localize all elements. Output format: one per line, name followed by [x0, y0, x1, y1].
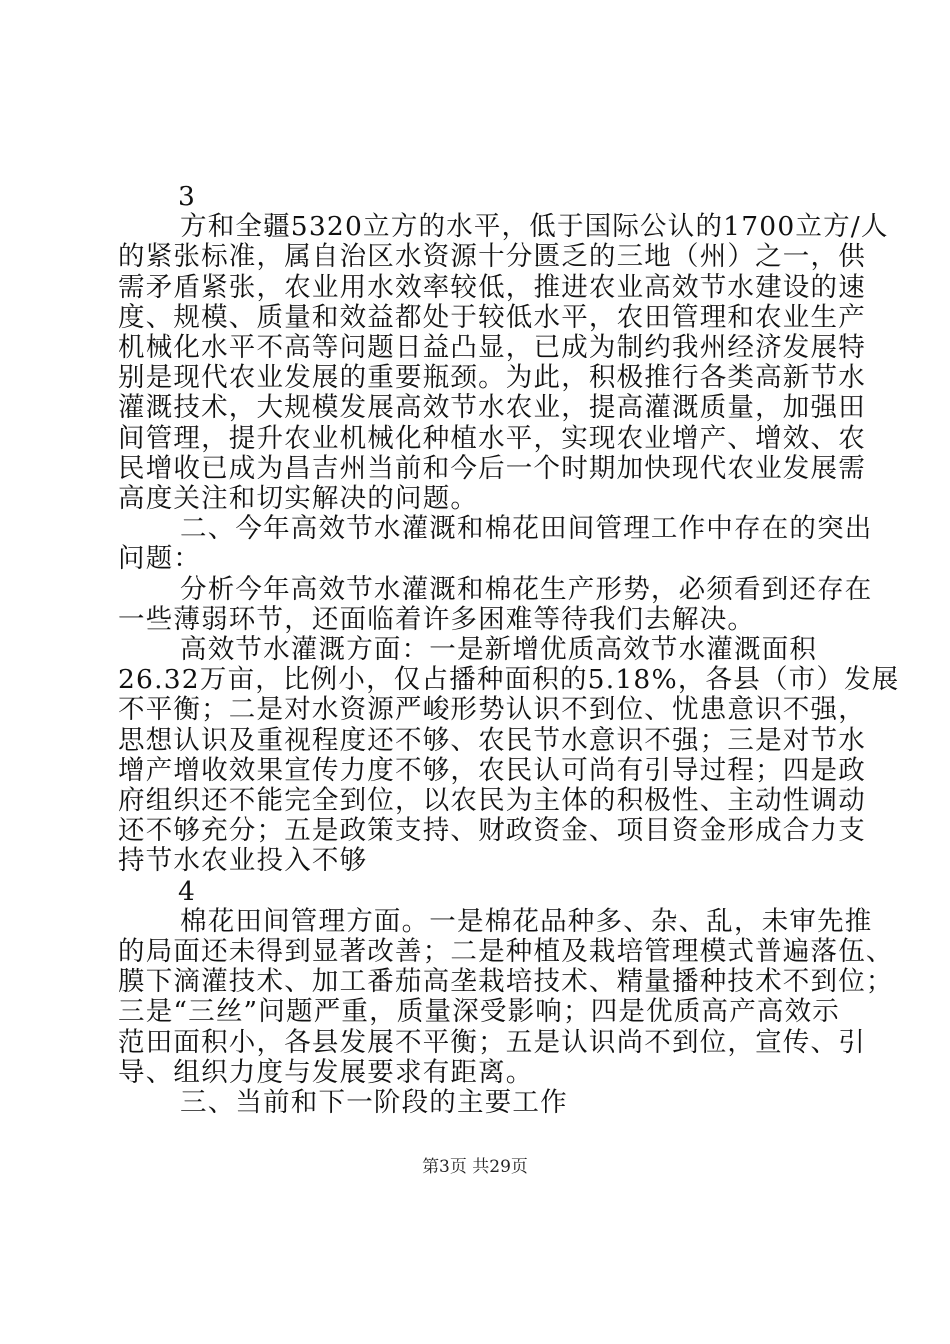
- text-line: 分析今年高效节水灌溉和棉花生产形势，必须看到还存在: [180, 573, 873, 605]
- text-line: 膜下滴灌技术、加工番茄高垄栽培技术、精量播种技术不到位；: [118, 966, 894, 998]
- page-footer: 第3页 共29页: [422, 1157, 528, 1177]
- text-line: 范田面积小，各县发展不平衡；五是认识尚不到位，宣传、引: [118, 1026, 866, 1058]
- text-line: 增产增收效果宣传力度不够，农民认可尚有引导过程；四是政: [118, 754, 866, 786]
- section-heading-cont: 问题：: [118, 543, 202, 575]
- text-line: 导、组织力度与发展要求有距离。: [118, 1056, 534, 1088]
- text-line: 别是现代农业发展的重要瓶颈。为此，积极推行各类高新节水: [118, 362, 866, 394]
- page-marker: 4: [178, 875, 197, 907]
- section-heading: 三、当前和下一阶段的主要工作: [180, 1087, 568, 1118]
- text-line: 高度关注和切实解决的问题。: [118, 483, 479, 514]
- text-line: 还不够充分；五是政策支持、财政资金、项目资金形成合力支: [118, 815, 866, 847]
- text-line: 需矛盾紧张，农业用水效率较低，推进农业高效节水建设的速: [118, 271, 866, 303]
- text-line: 的局面还未得到显著改善；二是种植及栽培管理模式普遍落伍、: [118, 936, 894, 967]
- text-line: 不平衡；二是对水资源严峻形势认识不到位、忧患意识不强，: [118, 694, 866, 726]
- text-line: 的紧张标准，属自治区水资源十分匮乏的三地（州）之一，供: [118, 241, 866, 273]
- text-line: 一些薄弱环节，还面临着许多困难等待我们去解决。: [118, 603, 756, 635]
- text-line: 方和全疆5320立方的水平，低于国际公认的1700立方/人: [180, 211, 889, 243]
- text-line: 度、规模、质量和效益都处于较低水平，农田管理和农业生产: [118, 301, 866, 333]
- text-line: 民增收已成为昌吉州当前和今后一个时期加快现代农业发展需: [118, 452, 866, 484]
- text-line: 府组织还不能完全到位，以农民为主体的积极性、主动性调动: [118, 785, 866, 816]
- text-line: 26.32万亩，比例小，仅占播种面积的5.18%，各县（市）发展: [118, 664, 900, 696]
- text-line: 棉花田间管理方面。一是棉花品种多、杂、乱，未审先推: [180, 905, 873, 937]
- text-line: 三是“三丝”问题严重，质量深受影响；四是优质高产高效示: [118, 996, 840, 1028]
- text-line: 高效节水灌溉方面：一是新增优质高效节水灌溉面积: [180, 634, 818, 665]
- text-line: 灌溉技术，大规模发展高效节水农业，提高灌溉质量，加强田: [118, 392, 866, 424]
- text-line: 持节水农业投入不够: [118, 845, 368, 877]
- section-heading: 二、今年高效节水灌溉和棉花田间管理工作中存在的突出: [180, 513, 873, 545]
- text-line: 思想认识及重视程度还不够、农民节水意识不强；三是对节水: [118, 724, 866, 756]
- text-line: 机械化水平不高等问题日益凸显，已成为制约我州经济发展特: [118, 332, 866, 363]
- text-line: 间管理，提升农业机械化种植水平，实现农业增产、增效、农: [118, 422, 866, 454]
- page-marker: 3: [178, 181, 197, 212]
